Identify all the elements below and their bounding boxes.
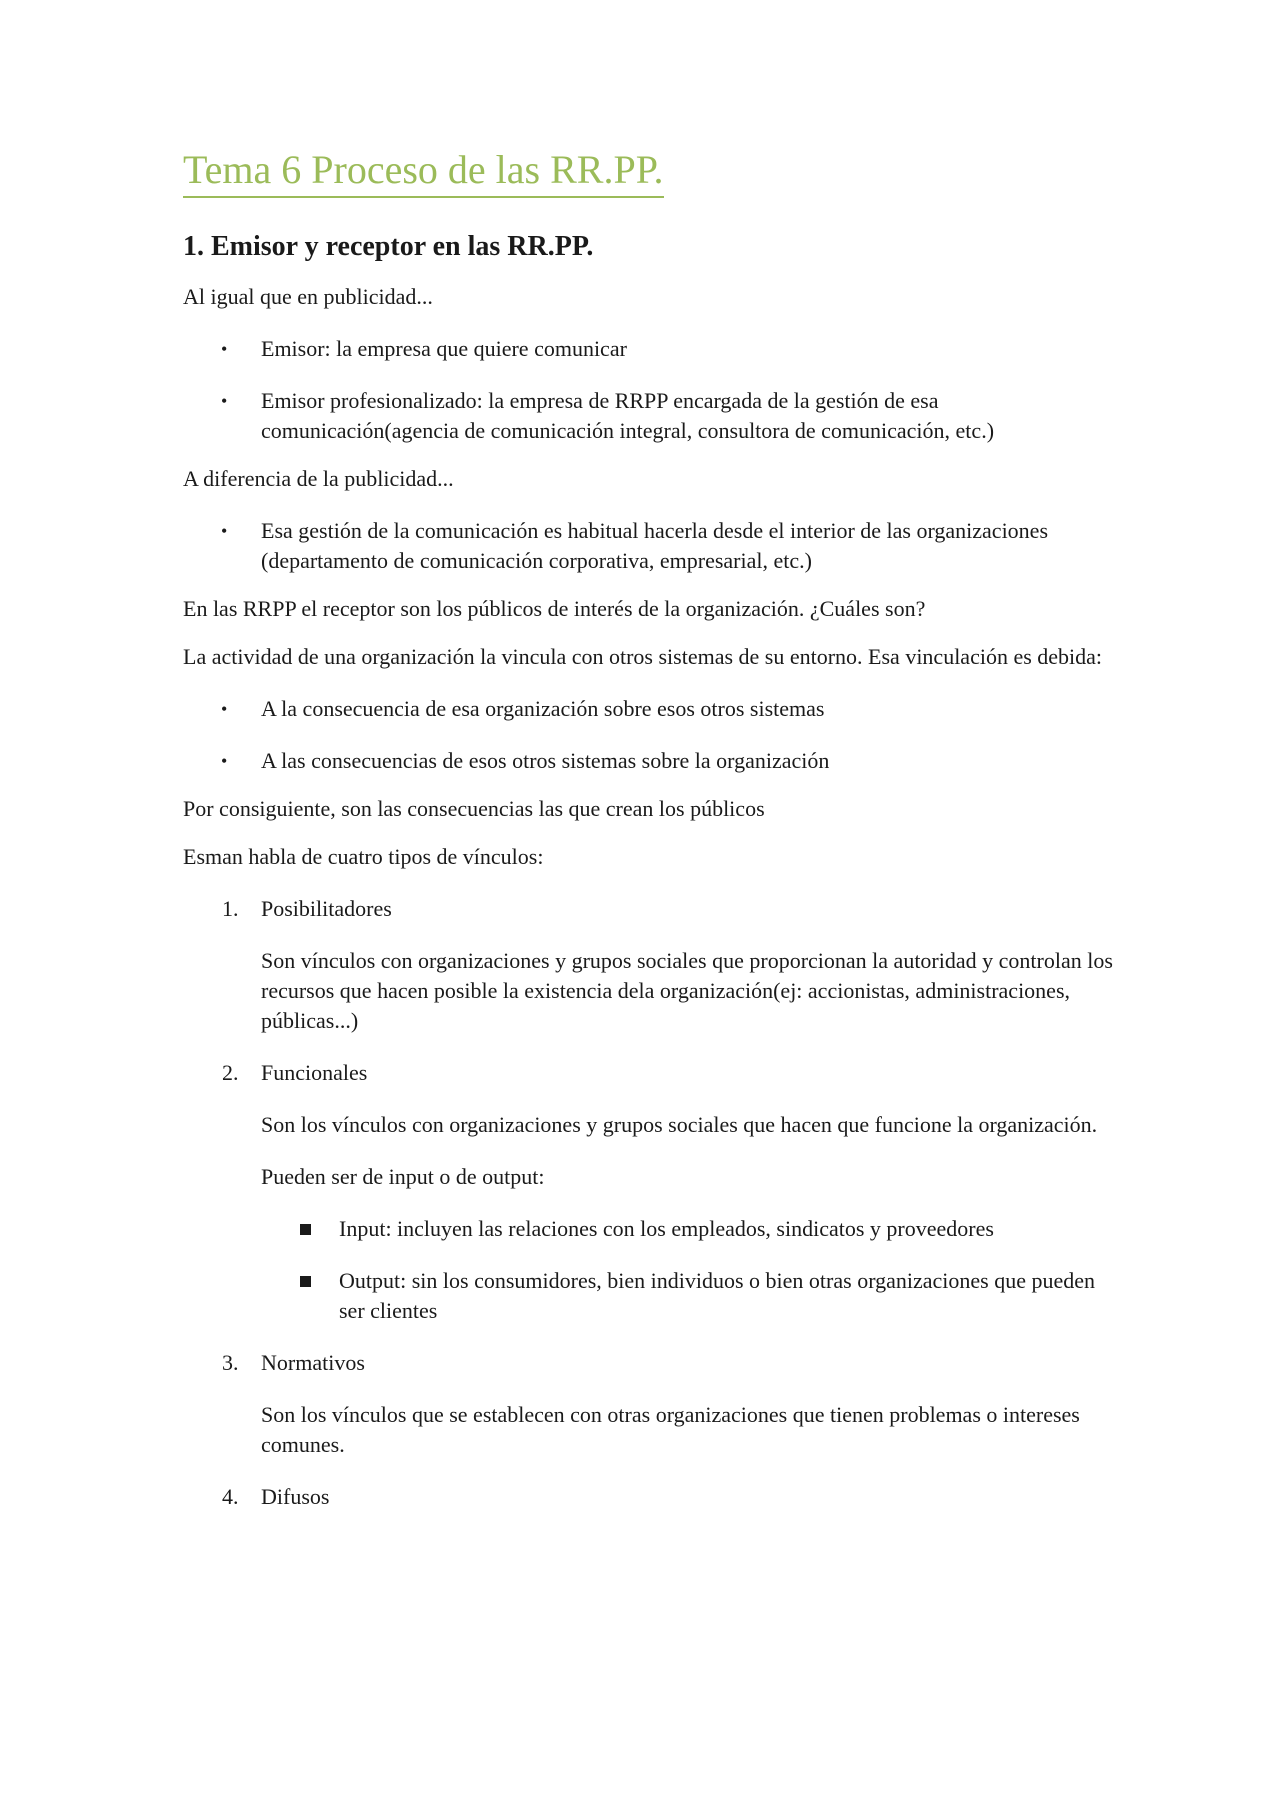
list-item-funcionales bbox=[183, 1058, 1113, 1326]
sub-list-input-output bbox=[261, 1214, 1113, 1326]
list-item bbox=[183, 516, 1113, 576]
numbered-list-vinculos bbox=[183, 894, 1113, 1512]
bullet-icon: • bbox=[221, 338, 228, 359]
section-heading: 1. Emisor y receptor en las RR.PP. bbox=[183, 231, 594, 262]
paragraph-intro-same: Al igual que en publicidad... bbox=[183, 283, 433, 309]
paragraph-esman: Esman habla de cuatro tipos de vínculos: bbox=[183, 843, 544, 869]
bullet-icon: • bbox=[221, 390, 228, 411]
list-item-title: Posibilitadores bbox=[261, 895, 392, 921]
bullet-list-emisor bbox=[183, 334, 1113, 446]
list-item-normativos bbox=[183, 1348, 1113, 1460]
list-item-text: Esa gestión de la comunicación es habitual hacerla desde el interior de las organizaciones (departamento de comunicación corporativa, empresarial, etc.) bbox=[261, 517, 1049, 573]
list-number: 4. bbox=[222, 1483, 239, 1509]
sub-list-item bbox=[261, 1214, 1113, 1244]
sub-list-item bbox=[261, 1266, 1113, 1326]
list-number: 3. bbox=[222, 1349, 239, 1375]
paragraph-receptor: En las RRPP el receptor son los públicos de interés de la organización. ¿Cuáles son? bbox=[183, 595, 926, 621]
bullet-icon: • bbox=[221, 520, 228, 541]
list-item-extra: Pueden ser de input o de output: bbox=[261, 1163, 545, 1189]
list-item-text: Emisor: la empresa que quiere comunicar bbox=[261, 335, 627, 361]
bullet-icon: • bbox=[221, 698, 228, 719]
list-item bbox=[183, 386, 1113, 446]
list-item-title: Normativos bbox=[261, 1349, 365, 1375]
list-item bbox=[183, 694, 1113, 724]
paragraph-intro-diff: A diferencia de la publicidad... bbox=[183, 465, 454, 491]
list-item-title: Funcionales bbox=[261, 1059, 368, 1085]
list-item bbox=[183, 334, 1113, 364]
list-item-title: Difusos bbox=[261, 1483, 330, 1509]
list-item-description: Son vínculos con organizaciones y grupos sociales que proporcionan la autoridad y controlan los recursos que hacen posible la existencia dela organización(ej: accionistas, administraciones, públicas...) bbox=[261, 947, 1113, 1033]
list-item-text: A las consecuencias de esos otros sistemas sobre la organización bbox=[261, 747, 830, 773]
list-number: 1. bbox=[222, 895, 239, 921]
paragraph-consiguiente: Por consiguiente, son las consecuencias las que crean los públicos bbox=[183, 795, 765, 821]
list-item-text: Emisor profesionalizado: la empresa de RRPP encargada de la gestión de esa comunicación(agencia de comunicación integral, consultora de comunicación, etc.) bbox=[261, 387, 995, 443]
list-item-text: A la consecuencia de esa organización sobre esos otros sistemas bbox=[261, 695, 825, 721]
list-item-posibilitadores bbox=[183, 894, 1113, 1036]
paragraph-actividad: La actividad de una organización la vincula con otros sistemas de su entorno. Esa vinculación es debida: bbox=[183, 643, 1103, 669]
bullet-list-consecuencias bbox=[183, 694, 1113, 776]
square-bullet-icon bbox=[300, 1276, 311, 1287]
document-page bbox=[183, 146, 1113, 1512]
list-number: 2. bbox=[222, 1059, 239, 1085]
bullet-icon: • bbox=[221, 750, 228, 771]
sub-list-item-text: Output: sin los consumidores, bien individuos o bien otras organizaciones que pueden ser clientes bbox=[339, 1267, 1096, 1323]
list-item bbox=[183, 746, 1113, 776]
list-item-description: Son los vínculos con organizaciones y grupos sociales que hacen que funcione la organización. bbox=[261, 1111, 1098, 1137]
list-item-difusos bbox=[183, 1482, 1113, 1512]
sub-list-item-text: Input: incluyen las relaciones con los empleados, sindicatos y proveedores bbox=[339, 1215, 994, 1241]
bullet-list-gestion bbox=[183, 516, 1113, 576]
square-bullet-icon bbox=[300, 1224, 311, 1235]
document-title: Tema 6 Proceso de las RR.PP. bbox=[183, 146, 664, 198]
list-item-description: Son los vínculos que se establecen con otras organizaciones que tienen problemas o intereses comunes. bbox=[261, 1401, 1080, 1457]
